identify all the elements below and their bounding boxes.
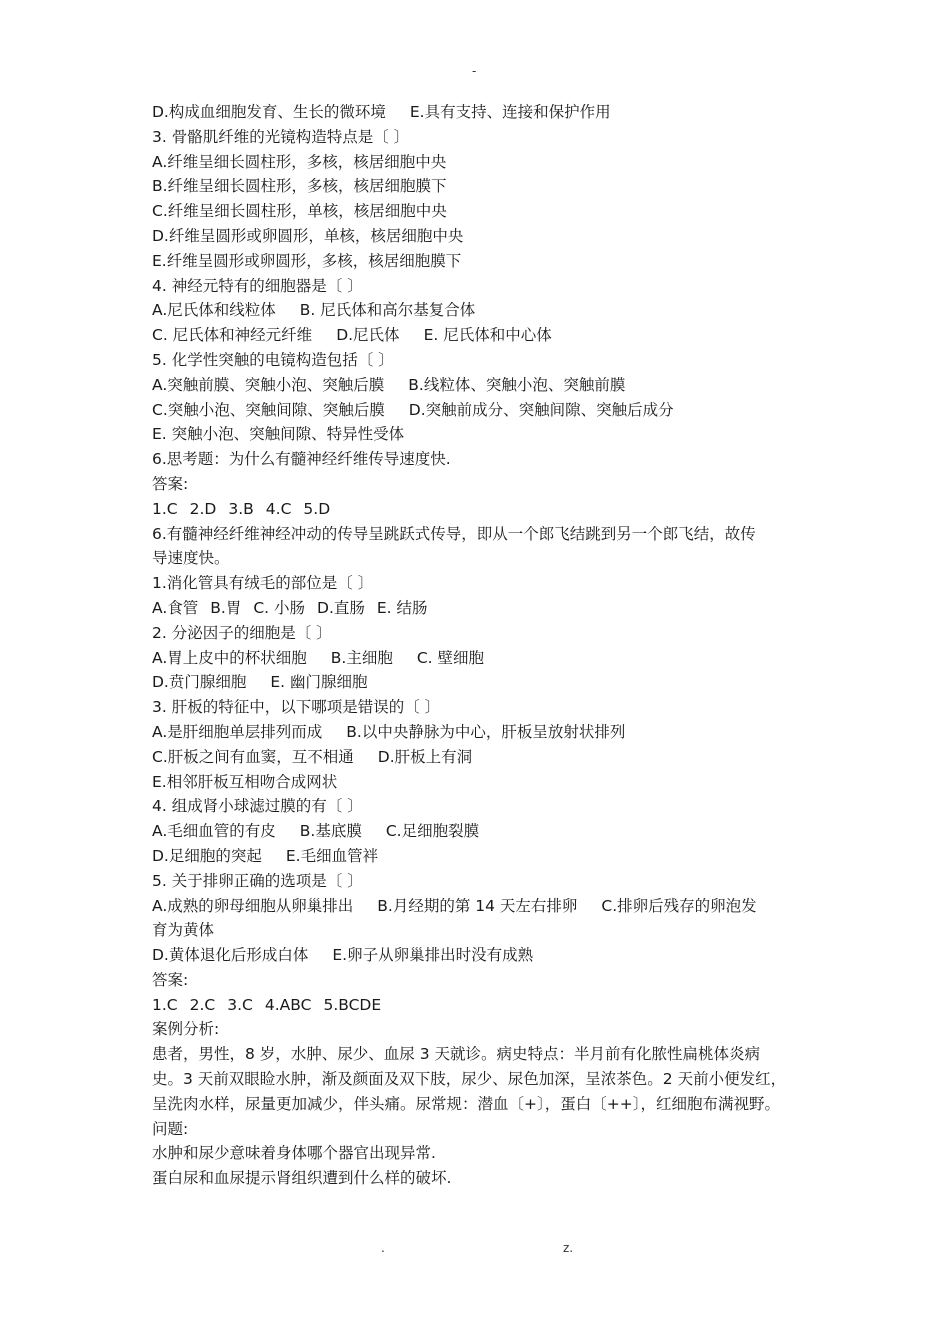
text-line	[152, 571, 832, 596]
text-segment: C.足细胞裂膜	[385, 822, 480, 841]
text-line	[152, 249, 832, 274]
text-line	[152, 720, 832, 745]
text-line	[152, 1067, 832, 1092]
text-segment: B.月经期的第 14 天左右排卵	[377, 896, 578, 915]
text-segment: 3.B	[228, 499, 254, 518]
text-segment: C.纤维呈细长圆柱形，单核，核居细胞中央	[152, 202, 447, 221]
text-line	[152, 695, 832, 720]
text-segment: 2.C	[189, 995, 216, 1014]
text-segment: A.尼氏体和线粒体	[152, 301, 276, 320]
text-line	[152, 398, 832, 423]
text-segment: D.足细胞的突起	[152, 846, 262, 865]
text-segment: 水肿和尿少意味着身体哪个器官出现异常.	[152, 1144, 436, 1163]
text-line	[152, 298, 832, 323]
text-segment: D.纤维呈圆形或卵圆形，单核，核居细胞中央	[152, 226, 464, 245]
text-line	[152, 522, 832, 547]
text-segment: E.具有支持、连接和保护作用	[409, 103, 611, 121]
text-segment: A.纤维呈细长圆柱形，多核，核居细胞中央	[152, 152, 447, 171]
text-line	[152, 670, 832, 695]
text-segment: 4.ABC	[264, 995, 312, 1014]
text-line	[152, 770, 832, 795]
text-line	[152, 794, 832, 819]
text-segment: D.黄体退化后形成白体	[152, 946, 309, 965]
text-line	[152, 1042, 832, 1067]
text-segment: D.构成血细胞发育、生长的微环境	[152, 103, 386, 121]
text-segment: B.线粒体、突触小泡、突触前膜	[408, 375, 626, 394]
text-segment: C.肝板之间有血窦，互不相通	[152, 747, 354, 766]
text-line	[152, 497, 832, 522]
text-segment: 答案:	[152, 970, 189, 989]
text-segment: E. 幽门腺细胞	[270, 673, 368, 692]
text-segment: D.突触前成分、突触间隙、突触后成分	[408, 400, 674, 419]
text-segment: 1.C	[152, 995, 178, 1014]
text-segment: 5. 化学性突触的电镜构造包括〔 〕	[152, 350, 394, 369]
text-line	[152, 472, 832, 497]
text-segment: E. 尼氏体和中心体	[423, 326, 552, 345]
header-mark: -	[472, 64, 477, 78]
text-segment: 1.C	[152, 499, 178, 518]
text-line	[152, 596, 832, 621]
text-segment: 1.消化管具有绒毛的部位是〔 〕	[152, 574, 374, 593]
text-line	[152, 819, 832, 844]
text-line	[152, 422, 832, 447]
text-line	[152, 968, 832, 993]
text-segment: B.主细胞	[330, 648, 393, 667]
text-line	[152, 621, 832, 646]
text-segment: A.突触前膜、突触小泡、突触后膜	[152, 375, 385, 394]
text-line	[152, 274, 832, 299]
text-segment: 5. 关于排卵正确的选项是〔 〕	[152, 871, 363, 890]
text-segment: 5.BCDE	[323, 995, 382, 1014]
text-segment: C.突触小泡、突触间隙、突触后膜	[152, 400, 385, 419]
text-segment: B.纤维呈细长圆柱形，多核，核居细胞膜下	[152, 177, 447, 196]
text-segment: D.贲门腺细胞	[152, 673, 247, 692]
footer-left-mark: .	[381, 1241, 385, 1255]
text-line	[152, 844, 832, 869]
text-segment: 2. 分泌因子的细胞是〔 〕	[152, 623, 332, 642]
text-segment: D.尼氏体	[336, 326, 400, 345]
text-line	[152, 546, 832, 571]
text-line	[152, 1141, 832, 1166]
text-line	[152, 1017, 832, 1042]
text-line	[152, 447, 832, 472]
text-segment: B.基底膜	[299, 822, 362, 841]
text-line	[152, 100, 832, 125]
text-line	[152, 918, 832, 943]
text-line	[152, 869, 832, 894]
text-segment: C. 壁细胞	[416, 648, 485, 667]
text-segment: E.相邻肝板互相吻合成网状	[152, 772, 338, 791]
text-line	[152, 373, 832, 398]
text-segment: 案例分析:	[152, 1020, 220, 1039]
text-line	[152, 1166, 832, 1191]
text-segment: A.毛细血管的有皮	[152, 822, 276, 841]
text-line	[152, 646, 832, 671]
text-segment: 4. 组成肾小球滤过膜的有〔 〕	[152, 797, 363, 816]
text-segment: D.肝板上有洞	[377, 747, 473, 766]
text-segment: A.是肝细胞单层排列而成	[152, 722, 323, 741]
text-segment: 答案:	[152, 474, 189, 493]
text-line	[152, 943, 832, 968]
text-segment: 3.C	[227, 995, 253, 1014]
text-segment: 呈洗肉水样，尿量更加减少，伴头痛。尿常规：潜血〔+〕，蛋白〔++〕，红细胞布满视野。	[152, 1094, 780, 1113]
text-segment: 2.D	[189, 499, 217, 518]
text-segment: B.以中央静脉为中心，肝板呈放射状排列	[346, 722, 626, 741]
text-segment: E. 结肠	[376, 598, 428, 617]
text-segment: C. 小肠	[253, 598, 306, 617]
text-line	[152, 894, 832, 919]
text-segment: 3. 骨骼肌纤维的光镜构造特点是〔 〕	[152, 127, 410, 146]
text-segment: B. 尼氏体和高尔基复合体	[299, 301, 476, 320]
text-segment: D.直肠	[317, 598, 365, 617]
text-segment: E.卵子从卵巢排出时没有成熟	[332, 946, 534, 965]
text-segment: 蛋白尿和血尿提示肾组织遭到什么样的破坏.	[152, 1169, 452, 1188]
text-segment: 问题:	[152, 1119, 189, 1138]
text-segment: 3. 肝板的特征中，以下哪项是错误的〔 〕	[152, 698, 441, 717]
text-segment: C. 尼氏体和神经元纤维	[152, 326, 313, 345]
document-body	[152, 100, 832, 1191]
text-line	[152, 125, 832, 150]
text-segment: 6.有髓神经纤维神经冲动的传导呈跳跃式传导，即从一个郎飞结跳到另一个郎飞结，故传	[152, 524, 756, 543]
text-line	[152, 1092, 832, 1117]
text-line	[152, 174, 832, 199]
text-segment: 导速度快。	[152, 549, 230, 568]
text-line	[152, 993, 832, 1018]
text-segment: E.纤维呈圆形或卵圆形，多核，核居细胞膜下	[152, 251, 462, 270]
text-line	[152, 348, 832, 373]
text-line	[152, 150, 832, 175]
text-segment: 6.思考题：为什么有髓神经纤维传导速度快.	[152, 450, 451, 469]
text-segment: A.胃上皮中的杯状细胞	[152, 648, 307, 667]
text-segment: E.毛细血管袢	[285, 846, 379, 865]
text-segment: C.排卵后残存的卵泡发	[601, 896, 757, 915]
text-line	[152, 199, 832, 224]
text-segment: 4.C	[265, 499, 292, 518]
text-segment: 4. 神经元特有的细胞器是〔 〕	[152, 276, 363, 295]
footer-right-mark: z.	[563, 1241, 574, 1255]
text-line	[152, 1117, 832, 1142]
text-segment: 育为黄体	[152, 921, 215, 940]
text-segment: 患者，男性，8 岁，水肿、尿少、血尿 3 天就诊。病史特点：半月前有化脓性扁桃体炎病	[152, 1045, 761, 1064]
text-line	[152, 745, 832, 770]
text-segment: E. 突触小泡、突触间隙、特异性受体	[152, 425, 405, 444]
text-segment: 5.D	[303, 499, 331, 518]
text-segment: A.食管	[152, 598, 199, 617]
text-line	[152, 323, 832, 348]
text-segment: 史。3 天前双眼睑水肿，渐及颜面及双下肢，尿少、尿色加深，呈浓茶色。2 天前小便发红，	[152, 1070, 787, 1089]
text-segment: A.成熟的卵母细胞从卵巢排出	[152, 896, 354, 915]
text-segment: B.胃	[210, 598, 242, 617]
text-line	[152, 224, 832, 249]
